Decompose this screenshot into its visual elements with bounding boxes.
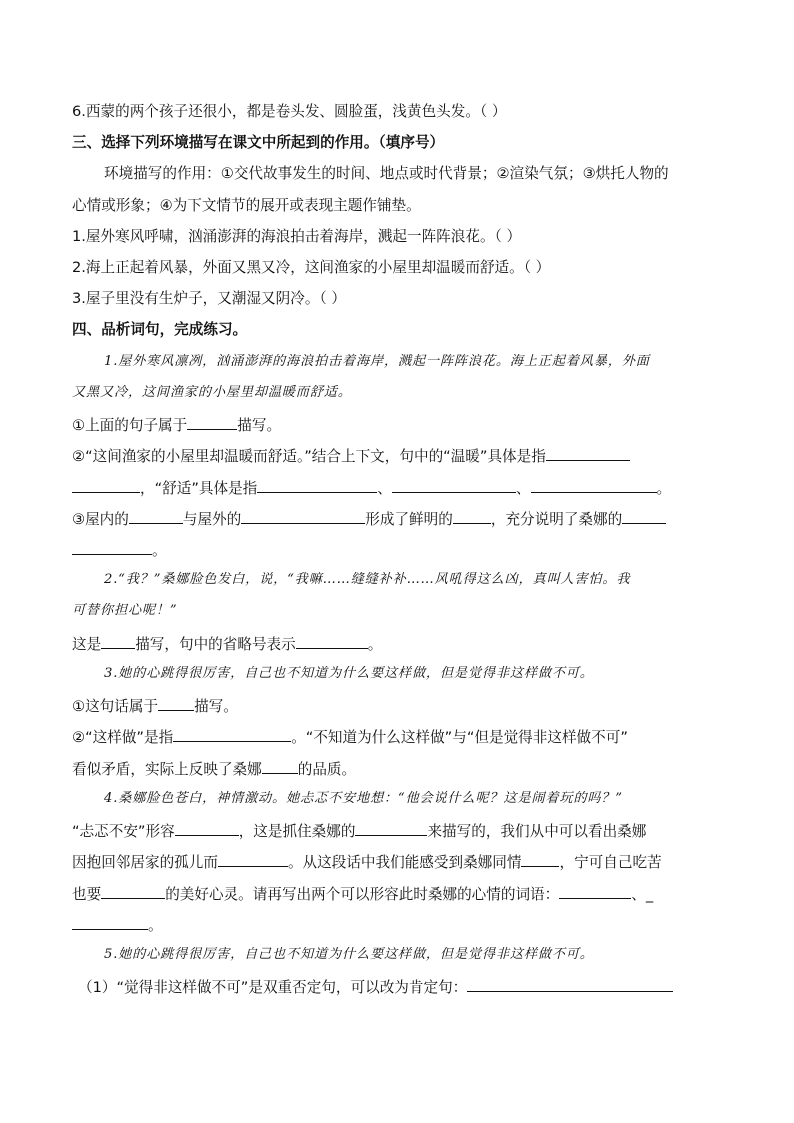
answer-blank[interactable] bbox=[453, 508, 491, 524]
question-text: 的品质。 bbox=[297, 761, 357, 778]
answer-blank[interactable] bbox=[173, 726, 291, 742]
passage-1-line-1: 1.屋外寒风凛冽，汹涌澎湃的海浪拍击着海岸，溅起一阵阵浪花。海上正起着风暴，外面 bbox=[104, 354, 650, 369]
question-text: 与屋外的 bbox=[182, 511, 242, 528]
passage-2-line-2: 可替你担心呢！” bbox=[72, 603, 178, 618]
question-1-2-line-2 bbox=[72, 477, 671, 499]
answer-blank[interactable] bbox=[218, 851, 288, 867]
instruction-line-2: 心情或形象；④为下文情节的展开或表现主题作铺垫。 bbox=[72, 197, 421, 214]
answer-blank[interactable] bbox=[101, 633, 135, 649]
question-text: （1）“觉得非这样做不可”是双重否定句，可以改为肯定句： bbox=[78, 979, 468, 996]
question-5-1 bbox=[78, 976, 673, 998]
question-1-1 bbox=[72, 414, 281, 436]
answer-blank[interactable] bbox=[546, 445, 630, 461]
answer-blank[interactable] bbox=[175, 820, 239, 836]
section-3-item-3: 3.屋子里没有生炉子，又潮湿又阴冷。（ ） bbox=[72, 290, 346, 307]
question-text: 也要 bbox=[72, 886, 102, 903]
answer-blank[interactable] bbox=[72, 477, 140, 493]
question-text: ，宁可自己吃苦 bbox=[559, 854, 662, 871]
answer-blank[interactable] bbox=[521, 851, 559, 867]
section-3-item-1: 1.屋外寒风呼啸，汹涌澎湃的海浪拍击着海岸，溅起一阵阵浪花。（ ） bbox=[72, 228, 522, 245]
instruction-line-1: 环境描写的作用：①交代故事发生的时间、地点或时代背景；②渲染气氛；③烘托人物的 bbox=[104, 165, 669, 182]
question-text: ，充分说明了桑娜的 bbox=[490, 511, 623, 528]
question-3-2-line-2 bbox=[72, 758, 356, 780]
question-4-line-2 bbox=[72, 851, 662, 873]
answer-blank[interactable] bbox=[622, 508, 666, 524]
answer-blank[interactable] bbox=[559, 883, 631, 899]
question-2 bbox=[72, 633, 382, 655]
answer-blank[interactable] bbox=[101, 883, 165, 899]
answer-blank[interactable] bbox=[129, 508, 183, 524]
section-4-heading: 四、品析词句，完成练习。 bbox=[72, 321, 248, 338]
question-text: ③屋内的 bbox=[72, 511, 129, 528]
question-text: 、 bbox=[515, 480, 531, 497]
question-6-statement: 6.西蒙的两个孩子还很小，都是卷头发、圆脸蛋，浅黄色头发。（ ） bbox=[72, 103, 507, 120]
question-text: 描写。 bbox=[194, 698, 238, 715]
answer-blank[interactable] bbox=[72, 914, 148, 930]
question-text: 的美好心灵。请再写出两个可以形容此时桑娜的心情的词语： bbox=[165, 886, 560, 903]
question-text: ①这句话属于 bbox=[72, 698, 159, 715]
question-text: 看似矛盾，实际上反映了桑娜 bbox=[72, 761, 262, 778]
question-text: 、 bbox=[377, 480, 392, 497]
question-1-3-line-1 bbox=[72, 508, 666, 530]
question-3-1 bbox=[72, 695, 238, 717]
question-text: 来描写的，我们从中可以看出桑娜 bbox=[427, 823, 647, 840]
question-text: 、_ bbox=[631, 886, 654, 903]
passage-4: 4.桑娜脸色苍白，神情激动。她忐忑不安地想：“他会说什么呢？这是闹着玩的吗？” bbox=[104, 791, 623, 806]
question-text: 。“不知道为什么这样做”与“但是觉得非这样做不可” bbox=[291, 729, 628, 746]
answer-blank[interactable] bbox=[296, 633, 368, 649]
passage-2-line-1: 2.“我？”桑娜脸色发白，说，“我嘛……缝缝补补……风吼得这么凶，真叫人害怕。我 bbox=[104, 572, 631, 587]
question-4-line-4 bbox=[72, 914, 163, 936]
question-text: ，“舒适”具体是指 bbox=[140, 480, 258, 497]
question-text: 。 bbox=[152, 542, 167, 559]
passage-5: 5.她的心跳得很厉害，自己也不知道为什么要这样做，但是觉得非这样做不可。 bbox=[104, 947, 594, 962]
answer-blank[interactable] bbox=[392, 477, 516, 493]
question-text: 这是 bbox=[72, 636, 102, 653]
question-4-line-3 bbox=[72, 883, 653, 905]
question-3-2-line-1 bbox=[72, 726, 628, 748]
section-3-heading: 三、选择下列环境描写在课文中所起到的作用。（填序号） bbox=[72, 134, 445, 151]
question-text: 。 bbox=[367, 636, 383, 653]
question-text: 因抱回邻居家的孤儿而 bbox=[72, 854, 218, 871]
answer-blank[interactable] bbox=[262, 758, 298, 774]
question-text: 描写，句中的省略号表示 bbox=[135, 636, 296, 653]
question-text: “忐忑不安”形容 bbox=[72, 823, 175, 840]
answer-blank[interactable] bbox=[257, 477, 377, 493]
answer-blank[interactable] bbox=[187, 414, 237, 430]
question-text: 描写。 bbox=[237, 417, 282, 434]
answer-blank[interactable] bbox=[467, 976, 673, 992]
question-4-line-1 bbox=[72, 820, 646, 842]
answer-blank[interactable] bbox=[531, 477, 657, 493]
answer-blank[interactable] bbox=[72, 539, 152, 555]
section-3-item-2: 2.海上正起着风暴，外面又黑又冷，这间渔家的小屋里却温暖而舒适。（ ） bbox=[72, 259, 551, 276]
question-1-2-line-1 bbox=[72, 445, 630, 467]
question-text: ②“这样做”是指 bbox=[72, 729, 174, 746]
question-text: ①上面的句子属于 bbox=[72, 417, 188, 434]
question-1-3-line-2 bbox=[72, 539, 167, 561]
question-text: ，这是抓住桑娜的 bbox=[238, 823, 356, 840]
question-text: 。从这段话中我们能感受到桑娜同情 bbox=[287, 854, 522, 871]
answer-blank[interactable] bbox=[241, 508, 365, 524]
question-text: 。 bbox=[148, 917, 163, 934]
answer-blank[interactable] bbox=[158, 695, 194, 711]
passage-1-line-2: 又黑又冷，这间渔家的小屋里却温暖而舒适。 bbox=[72, 385, 352, 400]
question-text: 形成了鲜明的 bbox=[365, 511, 453, 528]
passage-3: 3.她的心跳得很厉害，自己也不知道为什么要这样做，但是觉得非这样做不可。 bbox=[104, 666, 594, 681]
question-text: ②“这间渔家的小屋里却温暖而舒适。”结合上下文，句中的“温暖”具体是指 bbox=[72, 448, 546, 465]
answer-blank[interactable] bbox=[355, 820, 427, 836]
question-text: 。 bbox=[656, 480, 672, 497]
